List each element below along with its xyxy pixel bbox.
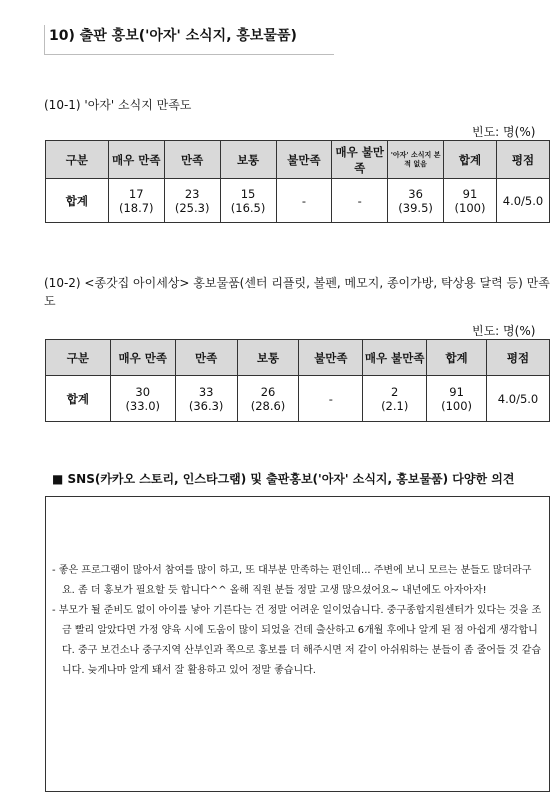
opinions-list [52, 561, 544, 681]
header-very-dissatisfied: 매우 불만족 [332, 141, 388, 179]
table-row [46, 376, 550, 422]
cell-neutral: 15 (16.5) [220, 179, 276, 223]
header-category: 구분 [46, 141, 109, 179]
survey1-unit: 빈도: 명(%) [472, 125, 536, 139]
cell-very-satisfied: 30 (33.0) [110, 376, 175, 422]
header-very-satisfied: 매우 만족 [108, 141, 164, 179]
list-item: - 부모가 될 준비도 없이 아이를 낳아 기른다는 건 정말 어려운 일이었습니다. 중구종합지원센터가 있다는 것을 조금 빨리 알았다면 가정 양육 시에 도움이 많이 되었을 건데 출산하고 6개월 후에나 알게 된 점 아쉽게 생각합니다. 중구 보건소나 중구지역 산부인과 쪽으로 홍보를 더 해주시면 저 같이 아쉬워하는 분들이 좀 줄어들 것 같습니다. 늦게나마 알게 돼서 잘 활용하고 있어 정말 좋습니다. [52, 605, 542, 676]
cell-dissatisfied: - [276, 179, 332, 223]
cell-neutral: 26 (28.6) [237, 376, 299, 422]
header-neutral: 보통 [220, 141, 276, 179]
survey1-header-row [46, 141, 550, 179]
header-rating: 평점 [487, 340, 550, 376]
header-dissatisfied: 불만족 [299, 340, 363, 376]
header-satisfied: 만족 [164, 141, 220, 179]
cell-very-satisfied: 17 (18.7) [108, 179, 164, 223]
row-label: 합계 [46, 376, 111, 422]
row-label: 합계 [46, 179, 109, 223]
cell-satisfied: 33 (36.3) [175, 376, 237, 422]
cell-never-seen: 36 (39.5) [388, 179, 444, 223]
cell-dissatisfied: - [299, 376, 363, 422]
cell-very-dissatisfied: 2 (2.1) [363, 376, 427, 422]
header-total: 합계 [444, 141, 497, 179]
survey2-unit: 빈도: 명(%) [472, 324, 536, 338]
cell-total: 91 (100) [444, 179, 497, 223]
header-very-dissatisfied: 매우 불만족 [363, 340, 427, 376]
survey1-table [45, 140, 550, 223]
header-rating: 평점 [496, 141, 549, 179]
cell-rating: 4.0/5.0 [496, 179, 549, 223]
header-satisfied: 만족 [175, 340, 237, 376]
cell-satisfied: 23 (25.3) [164, 179, 220, 223]
opinions-box [45, 496, 550, 792]
survey1-subtitle: (10-1) '아자' 소식지 만족도 [44, 98, 192, 112]
section-title: 10) 출판 홍보('아자' 소식지, 홍보물품) [44, 25, 334, 55]
header-never-seen: '아자' 소식지 본 적 없음 [388, 141, 444, 179]
cell-total: 91 (100) [427, 376, 487, 422]
survey2-table [45, 339, 550, 422]
cell-rating: 4.0/5.0 [487, 376, 550, 422]
header-category: 구분 [46, 340, 111, 376]
opinions-heading: ■ SNS(카카오 스토리, 인스타그램) 및 출판홍보('아자' 소식지, 홍보물품) 다양한 의견 [52, 472, 515, 486]
survey2-header-row [46, 340, 550, 376]
table-row [46, 179, 550, 223]
header-dissatisfied: 불만족 [276, 141, 332, 179]
list-item: - 좋은 프로그램이 많아서 참여를 많이 하고, 또 대부분 만족하는 편인데... 주변에 보니 모르는 분들도 많더라구요. 좀 더 홍보가 필요할 듯 합니다^^ 올해 직원 분들 정말 고생 많으셨어요~ 내년에도 아자아자! [52, 565, 532, 596]
header-total: 합계 [427, 340, 487, 376]
survey2-subtitle: (10-2) <종갓집 아이세상> 홍보물품(센터 리플릿, 볼펜, 메모지, 종이가방, 탁상용 달력 등) 만족도 [44, 276, 550, 308]
cell-very-dissatisfied: - [332, 179, 388, 223]
header-neutral: 보통 [237, 340, 299, 376]
header-very-satisfied: 매우 만족 [110, 340, 175, 376]
